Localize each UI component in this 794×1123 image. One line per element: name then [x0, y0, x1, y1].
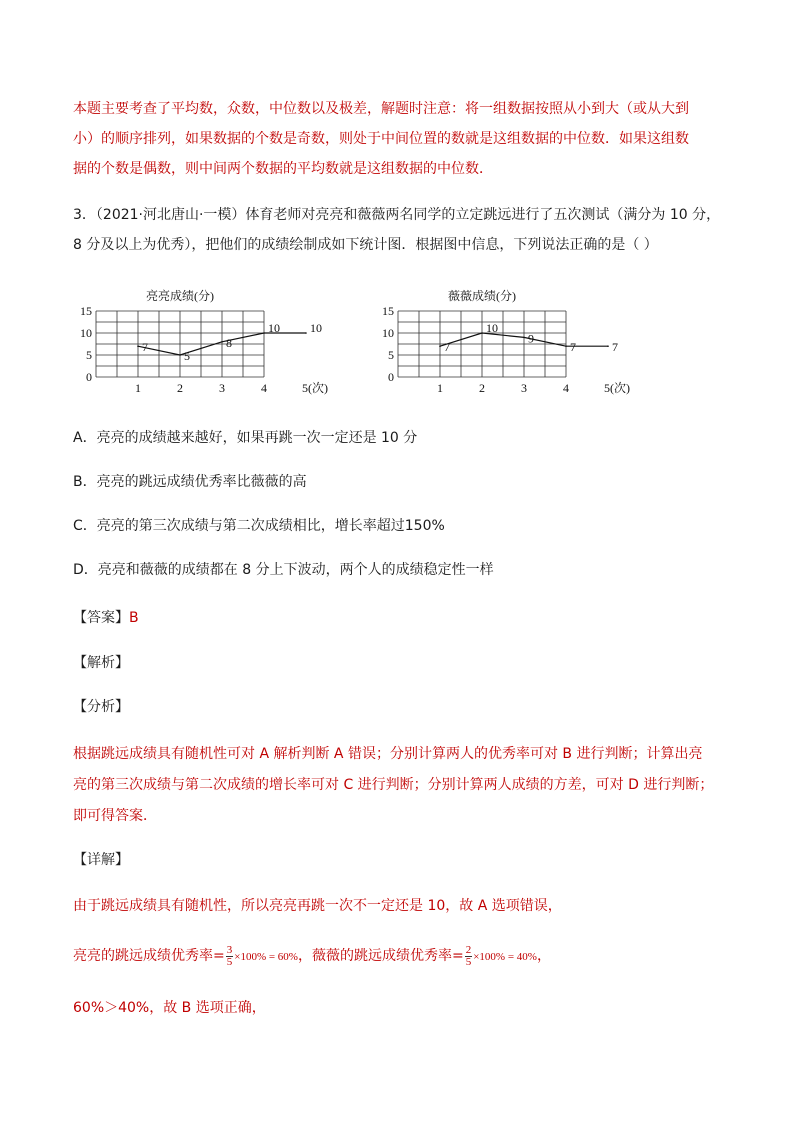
question-line-1: 3．（2021·河北唐山·一模）体育老师对亮亮和薇薇两名同学的立定跳远进行了五次测试（满分为 10 分，: [73, 207, 721, 223]
intro-line-3: 据的个数是偶数，则中间两个数据的平均数就是这组数据的中位数．: [73, 161, 493, 177]
x-tick-label: 5(次): [302, 381, 328, 395]
answer-label: 【答案】: [73, 610, 129, 626]
chart-title: 薇薇成绩(分): [448, 289, 516, 303]
y-tick-label: 15: [80, 304, 92, 318]
y-tick-label: 10: [80, 326, 92, 340]
fenxi-heading: 【分析】: [73, 699, 129, 715]
answer-value: B: [129, 610, 139, 626]
detail-line-2-formula-2: ×100% = 40%: [473, 951, 537, 963]
answer-row: [73, 603, 733, 633]
x-tick-label: 3: [219, 381, 225, 395]
option-a: A．亮亮的成绩越来越好，如果再跳一次一定还是 10 分: [73, 430, 418, 446]
data-label: 8: [226, 335, 232, 350]
data-label: 9: [528, 331, 534, 346]
detail-line-2-text-c: ，薇薇的跳远成绩优秀率=: [297, 948, 464, 964]
x-tick-label: 4: [261, 381, 267, 395]
data-label: 10: [486, 321, 498, 335]
data-label: 5: [184, 349, 190, 363]
fraction-3-5: $\frac{3}{5}$: [226, 943, 233, 968]
option-c: C．亮亮的第三次成绩与第二次成绩相比，增长率超过150%: [73, 518, 445, 534]
data-label: 7: [444, 340, 450, 355]
x-tick-label: 1: [437, 381, 443, 395]
jiexi-heading: 【解析】: [73, 655, 129, 671]
x-tick-label: 2: [177, 381, 183, 395]
intro-line-2: 小）的顺序排列，如果数据的个数是奇数，则处于中间位置的数就是这组数据的中位数．如果这组数: [73, 131, 689, 147]
option-b: B．亮亮的跳远成绩优秀率比薇薇的高: [73, 474, 307, 490]
x-tick-label: 2: [479, 381, 485, 395]
data-label: 10: [310, 321, 322, 335]
data-point: [523, 337, 525, 339]
y-tick-label: 10: [382, 326, 394, 340]
data-label: 7: [612, 340, 618, 355]
data-label: 7: [570, 340, 576, 355]
x-tick-label: 1: [135, 381, 141, 395]
data-point: [565, 345, 567, 347]
question-line-2: 8 分及以上为优秀），把他们的成绩绘制成如下统计图．根据图中信息，下列说法正确的是（ ）: [73, 237, 658, 253]
data-point: [305, 332, 307, 334]
x-tick-label: 5(次): [604, 381, 630, 395]
detail-line-1: 由于跳远成绩具有随机性，所以亮亮再跳一次不一定还是 10，故 A 选项错误，: [73, 898, 562, 914]
xiangjie-heading: 【详解】: [73, 852, 129, 868]
fraction-2-5: $\frac{2}{5}$: [465, 943, 472, 968]
data-label: 10: [268, 321, 280, 335]
data-point: [221, 341, 223, 343]
analysis-line-2: 亮的第三次成绩与第二次成绩的增长率可对 C 进行判断；分别计算两人成绩的方差，可对 D 进行判断；: [73, 777, 714, 793]
analysis-line-1: 根据跳远成绩具有随机性可对 A 解析判断 A 错误；分别计算两人的优秀率可对 B 进行判断；计算出亮: [73, 746, 703, 762]
y-tick-label: 0: [388, 370, 394, 384]
detail-line-3: 60%＞40%，故 B 选项正确，: [73, 1000, 266, 1016]
y-tick-label: 5: [388, 348, 394, 362]
weiwei-chart: [372, 285, 630, 395]
x-tick-label: 4: [563, 381, 569, 395]
detail-line-2-text-a: 亮亮的跳远成绩优秀率=: [73, 948, 225, 964]
data-point: [481, 332, 483, 334]
y-tick-label: 5: [86, 348, 92, 362]
y-tick-label: 0: [86, 370, 92, 384]
x-tick-label: 3: [521, 381, 527, 395]
chart-title: 亮亮成绩(分): [146, 289, 214, 303]
data-point: [263, 332, 265, 334]
intro-line-1: 本题主要考查了平均数，众数，中位数以及极差，解题时注意：将一组数据按照从小到大（或从大到: [73, 101, 689, 117]
liangliang-chart: [70, 285, 328, 395]
data-point: [439, 345, 441, 347]
y-tick-label: 15: [382, 304, 394, 318]
detail-line-2-text-e: ，: [536, 948, 551, 964]
data-point: [607, 345, 609, 347]
data-point: [137, 345, 139, 347]
analysis-line-3: 即可得答案．: [73, 808, 157, 824]
data-label: 7: [142, 340, 148, 355]
data-point: [179, 354, 181, 356]
detail-line-2: [73, 941, 733, 972]
detail-line-2-formula-1: ×100% = 60%: [234, 951, 298, 963]
option-d: D．亮亮和薇薇的成绩都在 8 分上下波动，两个人的成绩稳定性一样: [73, 562, 494, 578]
